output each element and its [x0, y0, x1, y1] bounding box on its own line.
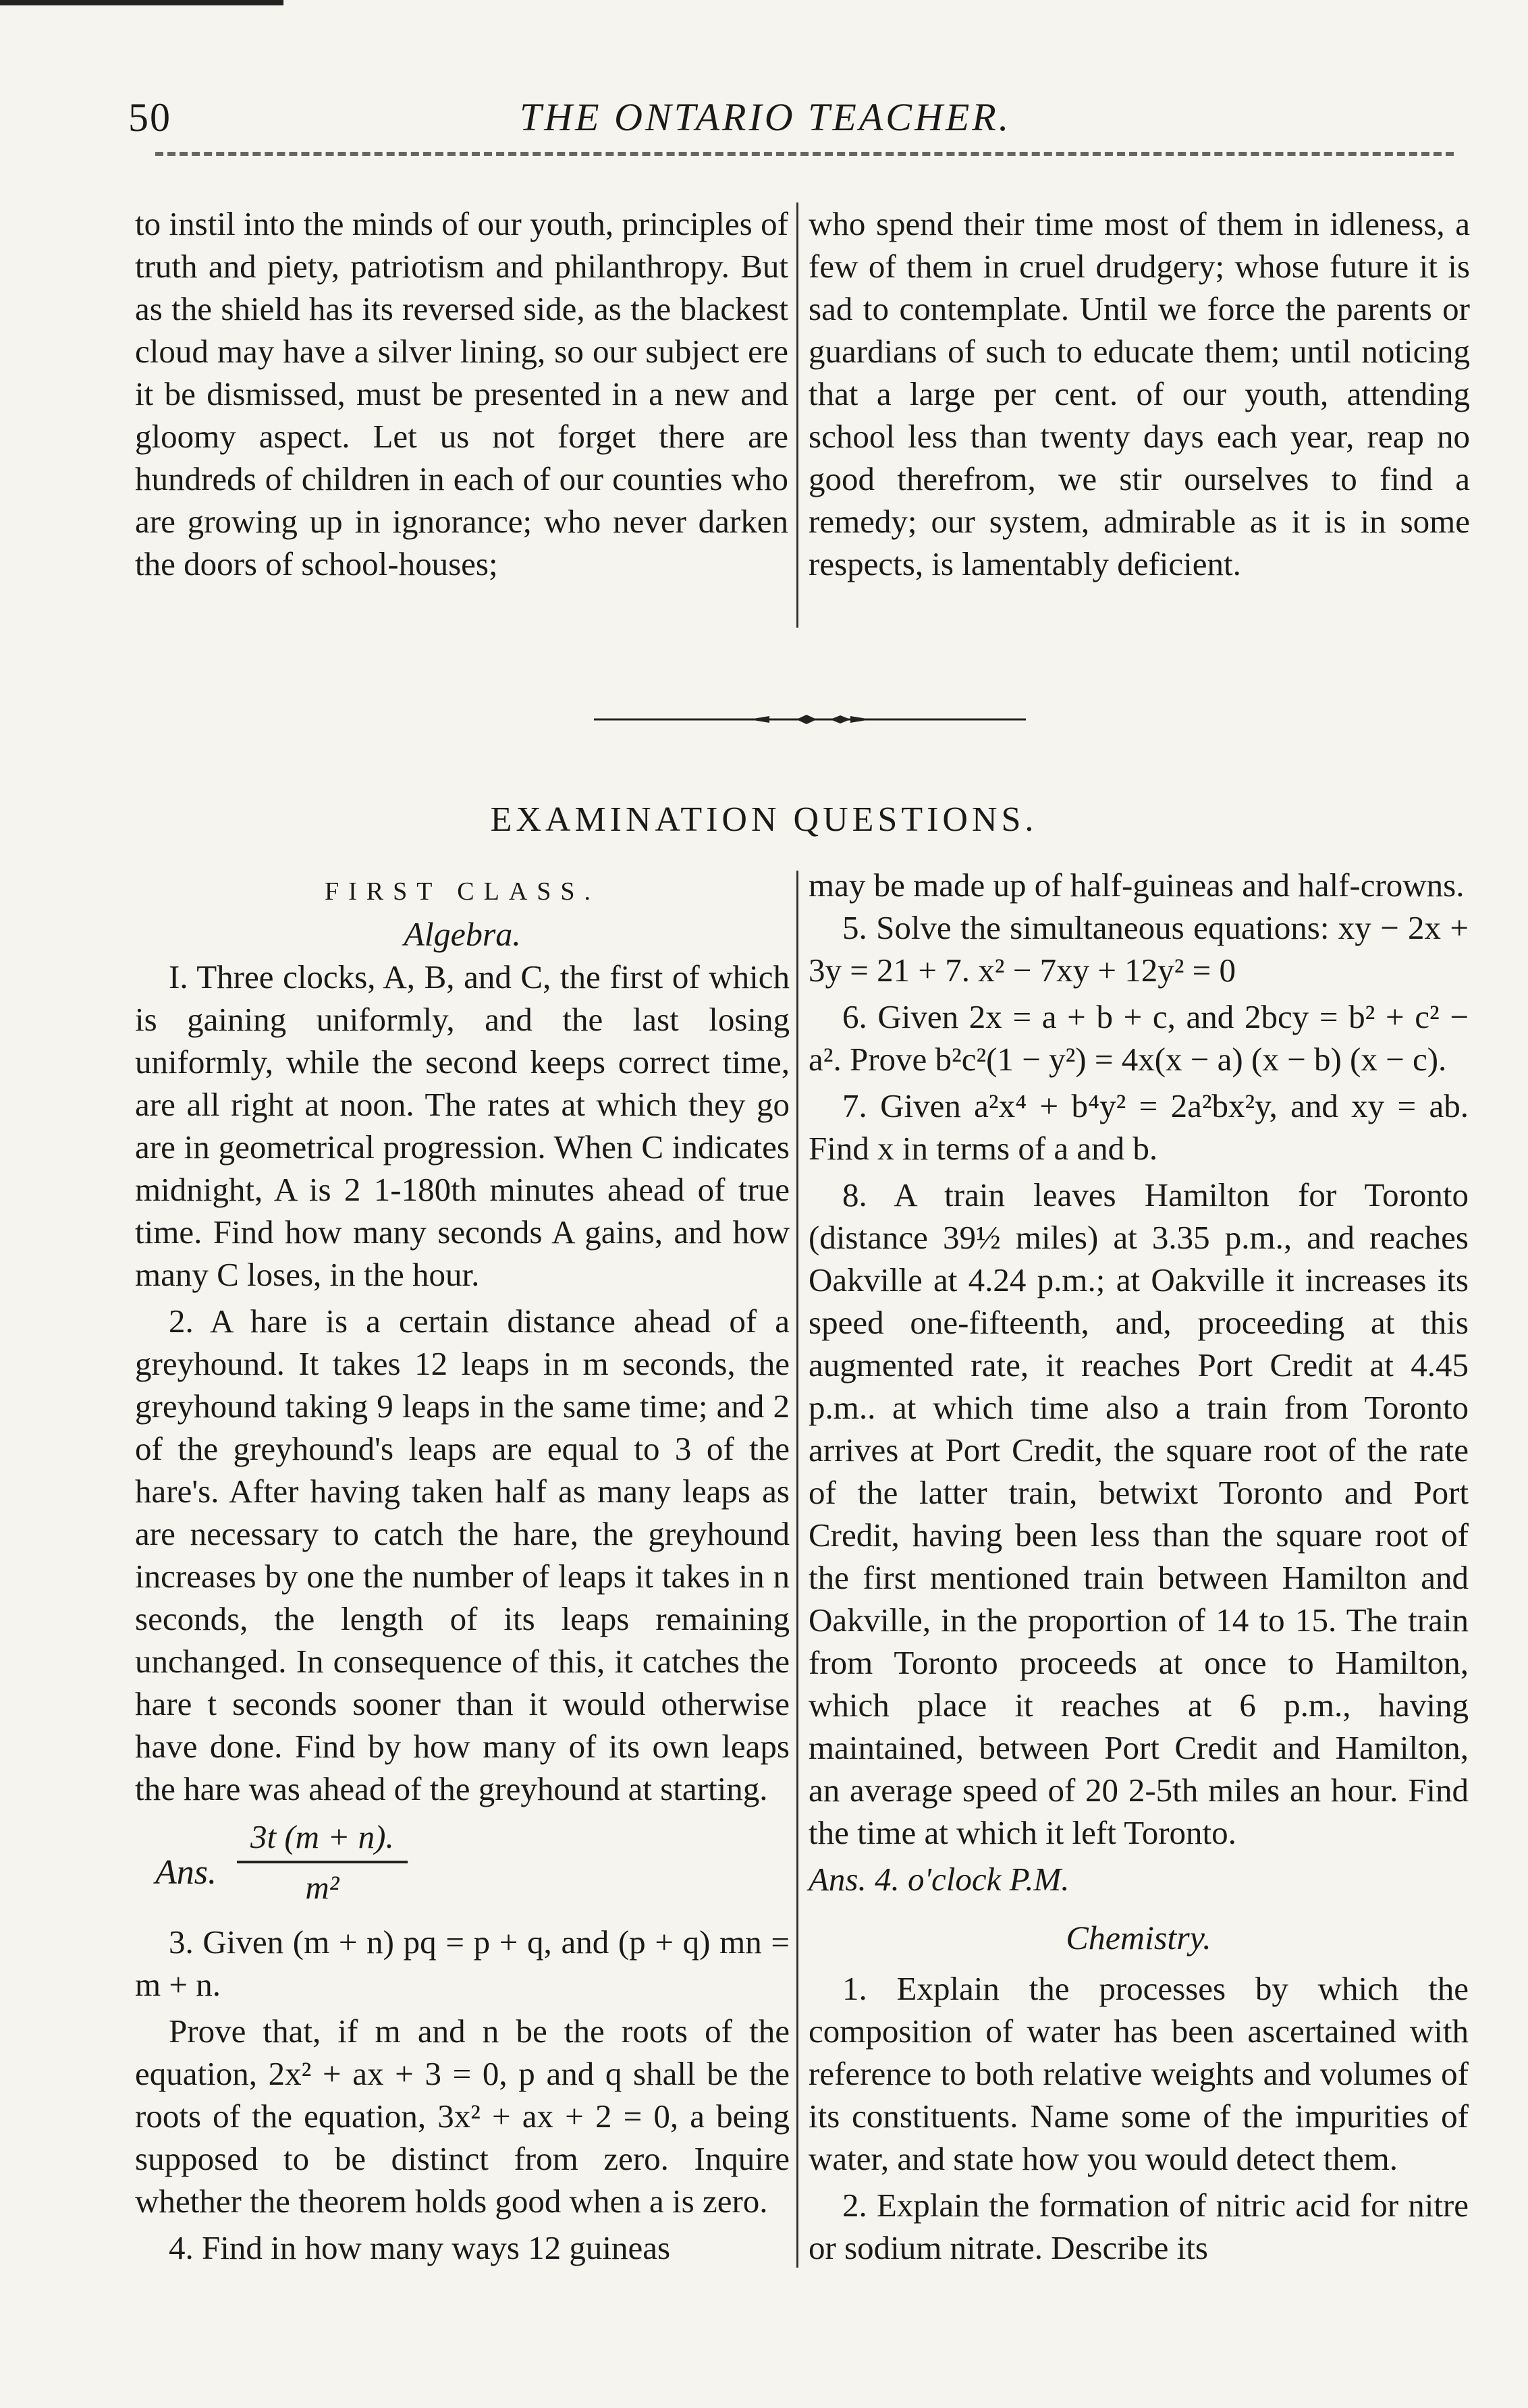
fraction — [237, 1815, 408, 1909]
answer-fraction — [155, 1815, 790, 1909]
class-heading: FIRST CLASS. — [324, 877, 601, 906]
paragraph-text: to instil into the minds of our youth, principles of truth and piety, patriotism and philanthropy. But as the shield has its reversed side, as the blackest cloud may have a silver lining, so our subject ere it be dismissed, must be presented in a new and gloomy aspect. Let us not forget there are hundreds of children in each of our counties who are growing up in ignorance; who never darken the doors of school-houses; — [135, 205, 788, 582]
header-rule — [155, 152, 1454, 156]
question-6: 6. Given 2x = a + b + c, and 2bcy = b² + c² − a². Prove b²c²(1 − y²) = 4x(x − a) (x − b) (x − c). — [809, 998, 1469, 1078]
question-2: 2. A hare is a certain distance ahead of a greyhound. It takes 12 leaps in m seconds, the greyhound taking 9 leaps in the same time; and 2 of the greyhound's leaps are equal to 3 of the hare's. After having taken half as many leaps as are necessary to catch the hare, the greyhound increases by one the number of leaps it takes in n seconds, the length of its leaps remaining unchanged. In consequence of this, it catches the hare t seconds sooner than it would otherwise have done. Find by how many of its own leaps the hare was ahead of the greyhound at starting. — [135, 1303, 790, 1807]
top-right-paragraph — [809, 202, 1470, 634]
fraction-denominator: m² — [305, 1869, 339, 1906]
question-5: 5. Solve the simultaneous equations: xy − 2x + 3y = 21 + 7. x² − 7xy + 12y² = 0 — [809, 909, 1469, 989]
page-number: 50 — [128, 95, 171, 140]
question-1: I. Three clocks, A, B, and C, the first of which is gaining uniformly, and the last losing uniformly, while the second keeps correct time, are all right at noon. The rates at which they go are in geometrical progression. When C indicates midnight, A is 2 1-180th minutes ahead of true time. Find how many seconds A gains, and how many C loses, in the hour. — [135, 958, 790, 1293]
chemistry-question-2: 2. Explain the formation of nitric acid for nitre or sodium nitrate. Describe its — [809, 2187, 1469, 2266]
question-4: 4. Find in how many ways 12 guineas — [169, 2229, 671, 2266]
answer-label: Ans. — [155, 1853, 217, 1892]
subject-heading: Algebra. — [404, 915, 521, 953]
fraction-numerator: 3t (m + n). — [250, 1818, 394, 1855]
scan-edge-mark — [0, 0, 283, 5]
paragraph-text: who spend their time most of them in idleness, a few of them in cruel drudgery; whose future it is sad to contemplate. Until we force the parents or guardians of such to educate them; until noticing that a large per cent. of our youth, attending school less than twenty days each year, reap no good therefrom, we stir ourselves to find a remedy; our system, admirable as it is in some respects, is lamentably deficient. — [809, 205, 1470, 582]
ornament-divider — [594, 714, 1026, 725]
section-title: EXAMINATION QUESTIONS. — [490, 800, 1038, 839]
left-column — [135, 871, 790, 2266]
question-3-continued: Prove that, if m and n be the roots of the equation, 2x² + ax + 3 = 0, p and q shall be the roots of the equation, 3x² + ax + 2 = 0, a being supposed to be distinct from zero. Inquire whether the theorem holds good when a is zero. — [135, 2013, 790, 2220]
question-7: 7. Given a²x⁴ + b⁴y² = 2a²bx²y, and xy = ab. Find x in terms of a and b. — [809, 1087, 1469, 1167]
fraction-bar — [237, 1861, 408, 1863]
running-head: THE ONTARIO TEACHER. — [520, 95, 1012, 139]
question-3: 3. Given (m + n) pq = p + q, and (p + q) mn = m + n. — [135, 1923, 790, 2003]
question-4-continued: may be made up of half-guineas and half-crowns. — [809, 867, 1465, 904]
question-8-answer: Ans. 4. o'clock P.M. — [809, 1861, 1070, 1898]
top-left-paragraph — [135, 202, 788, 634]
chemistry-heading: Chemistry. — [1066, 1919, 1211, 1956]
chemistry-question-1: 1. Explain the processes by which the composition of water has been ascertained with reference to both relative weights and volumes of its constituents. Name some of the impurities of water, and state how you would detect them. — [809, 1970, 1469, 2177]
column-divider — [796, 202, 798, 628]
right-column — [809, 864, 1469, 2266]
column-divider — [796, 871, 798, 2268]
question-8: 8. A train leaves Hamilton for Toronto (distance 39½ miles) at 3.35 p.m., and reaches Oakville at 4.24 p.m.; at Oakville it increases its speed one-fifteenth, and, proceeding at this augmented rate, it reaches Port Credit at 4.45 p.m.. at which time also a train from Toronto arrives at Port Credit, the square root of the rate of the latter train, betwixt Toronto and Port Credit, having been less than the square root of the first mentioned train between Hamilton and Oakville, in the proportion of 14 to 15. The train from Toronto proceeds at once to Hamilton, which place it reaches at 6 p.m., having maintained, between Port Credit and Hamilton, an average speed of 20 2-5th miles an hour. Find the time at which it left Toronto. — [809, 1176, 1469, 1851]
